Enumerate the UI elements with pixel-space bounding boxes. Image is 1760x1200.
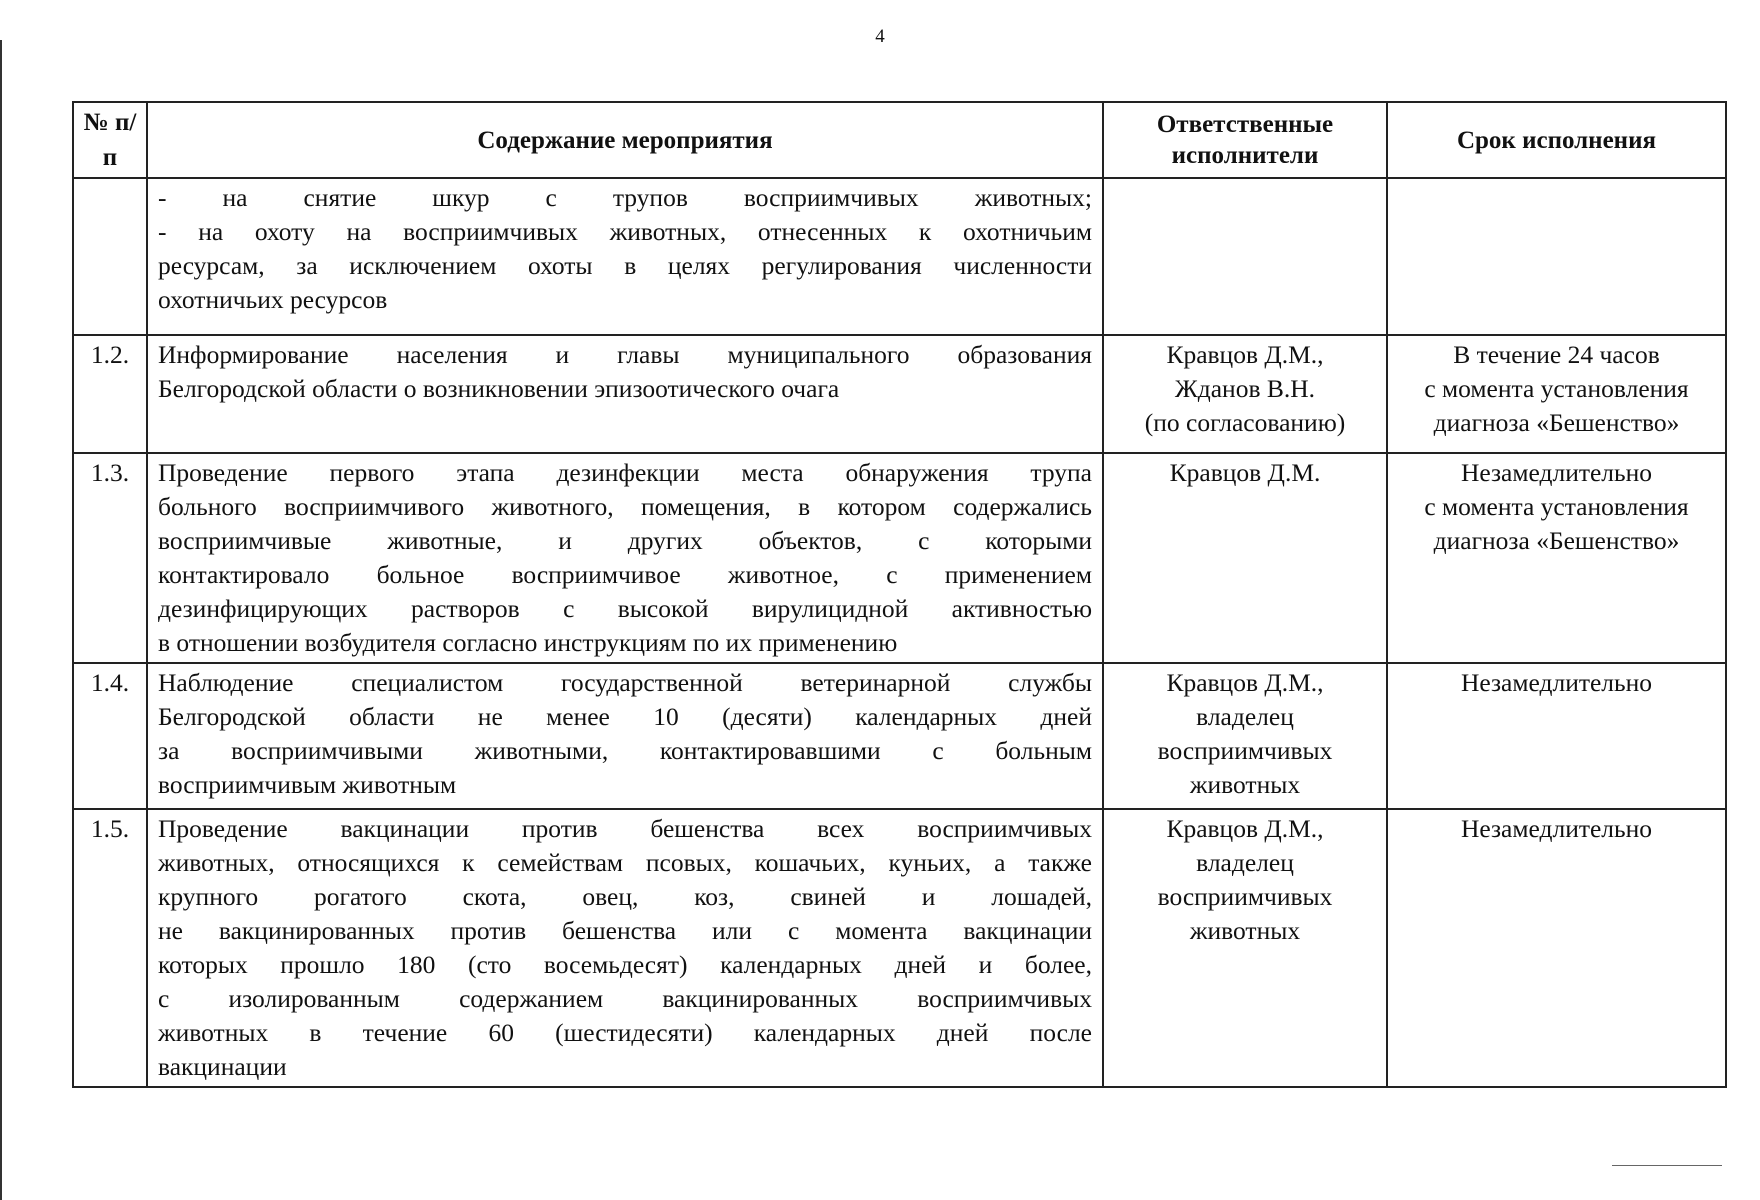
deadline — [1387, 178, 1726, 335]
content-line: дезинфицирующих растворов с высокой вирулицидной активностью — [158, 594, 1092, 623]
header-deadline: Срок исполнения — [1387, 102, 1726, 178]
row-number: 1.4. — [73, 663, 147, 809]
content-line: Белгородской области о возникновении эпизоотического очага — [158, 374, 840, 403]
content-line: в отношении возбудителя согласно инструкциям по их применению — [158, 628, 898, 657]
row-number: 1.2. — [73, 335, 147, 453]
header-content: Содержание мероприятия — [147, 102, 1103, 178]
measures-table — [72, 101, 1727, 1088]
page-edge — [0, 40, 2, 1200]
responsible-executors — [1103, 335, 1387, 453]
content-line: - на снятие шкур с трупов восприимчивых животных; — [158, 183, 1092, 212]
scan-mark — [1612, 1165, 1722, 1166]
responsible-line: владелец — [1196, 702, 1294, 731]
content-line: ресурсам, за исключением охоты в целях регулирования численности — [158, 251, 1092, 280]
content-line: восприимчивые животные, и других объектов, с которыми — [158, 526, 1092, 555]
content-line: Белгородской области не менее 10 (десяти) календарных дней — [158, 702, 1092, 731]
content-line: животных, относящихся к семействам псовых, кошачьих, куньих, а также — [158, 848, 1092, 877]
table-row — [73, 663, 1726, 809]
table-row — [73, 809, 1726, 1087]
content-line: охотничьих ресурсов — [158, 285, 388, 314]
content-line: вакцинации — [158, 1052, 287, 1081]
content-line: больного восприимчивого животного, помещения, в котором содержались — [158, 492, 1092, 521]
responsible-line: Кравцов Д.М., — [1166, 340, 1324, 369]
responsible-line: восприимчивых — [1157, 882, 1333, 911]
measure-content — [147, 178, 1103, 335]
table-header-row — [73, 102, 1726, 178]
deadline-line: Незамедлительно — [1460, 458, 1653, 487]
deadline — [1387, 453, 1726, 663]
deadline-line: с момента установления — [1424, 374, 1689, 403]
content-line: - на охоту на восприимчивых животных, отнесенных к охотничьим — [158, 217, 1092, 246]
content-line: Проведение первого этапа дезинфекции места обнаружения трупа — [158, 458, 1092, 487]
responsible-line: животных — [1189, 770, 1301, 799]
responsible-line: Жданов В.Н. — [1174, 374, 1316, 403]
measure-content — [147, 453, 1103, 663]
responsible-line: Кравцов Д.М. — [1169, 458, 1321, 487]
deadline-line: Незамедлительно — [1460, 668, 1653, 697]
measure-content — [147, 335, 1103, 453]
content-line: восприимчивым животным — [158, 770, 457, 799]
deadline-line: В течение 24 часов — [1453, 340, 1660, 369]
deadline-line: диагноза «Бешенство» — [1433, 526, 1680, 555]
header-num: № п/п — [73, 102, 147, 178]
responsible-executors — [1103, 453, 1387, 663]
table-row — [73, 335, 1726, 453]
content-line: с изолированным содержанием вакцинированных восприимчивых — [158, 984, 1092, 1013]
responsible-executors — [1103, 178, 1387, 335]
content-line: Наблюдение специалистом государственной ветеринарной службы — [158, 668, 1092, 697]
deadline-line: Незамедлительно — [1460, 814, 1653, 843]
content-line: Проведение вакцинации против бешенства всех восприимчивых — [158, 814, 1092, 843]
responsible-line: восприимчивых — [1157, 736, 1333, 765]
content-line: не вакцинированных против бешенства или с момента вакцинации — [158, 916, 1092, 945]
content-line: которых прошло 180 (сто восемьдесят) календарных дней и более, — [158, 950, 1092, 979]
responsible-line: животных — [1189, 916, 1301, 945]
responsible-executors — [1103, 809, 1387, 1087]
measure-content — [147, 663, 1103, 809]
content-line: за восприимчивыми животными, контактировавшими с больным — [158, 736, 1092, 765]
content-line: крупного рогатого скота, овец, коз, свиней и лошадей, — [158, 882, 1092, 911]
content-line: контактировало больное восприимчивое животное, с применением — [158, 560, 1092, 589]
deadline — [1387, 663, 1726, 809]
responsible-executors — [1103, 663, 1387, 809]
deadline — [1387, 809, 1726, 1087]
page-number: 4 — [875, 26, 885, 47]
header-responsible: Ответственные исполнители — [1103, 102, 1387, 178]
responsible-line: владелец — [1196, 848, 1294, 877]
table-row — [73, 453, 1726, 663]
measure-content — [147, 809, 1103, 1087]
deadline — [1387, 335, 1726, 453]
responsible-line: (по согласованию) — [1144, 408, 1346, 437]
row-number: 1.5. — [73, 809, 147, 1087]
row-number: 1.3. — [73, 453, 147, 663]
content-line: животных в течение 60 (шестидесяти) календарных дней после — [158, 1018, 1092, 1047]
content-line: Информирование населения и главы муниципального образования — [158, 340, 1092, 369]
deadline-line: с момента установления — [1424, 492, 1689, 521]
table-row — [73, 178, 1726, 335]
deadline-line: диагноза «Бешенство» — [1433, 408, 1680, 437]
responsible-line: Кравцов Д.М., — [1166, 814, 1324, 843]
responsible-line: Кравцов Д.М., — [1166, 668, 1324, 697]
row-number — [73, 178, 147, 335]
